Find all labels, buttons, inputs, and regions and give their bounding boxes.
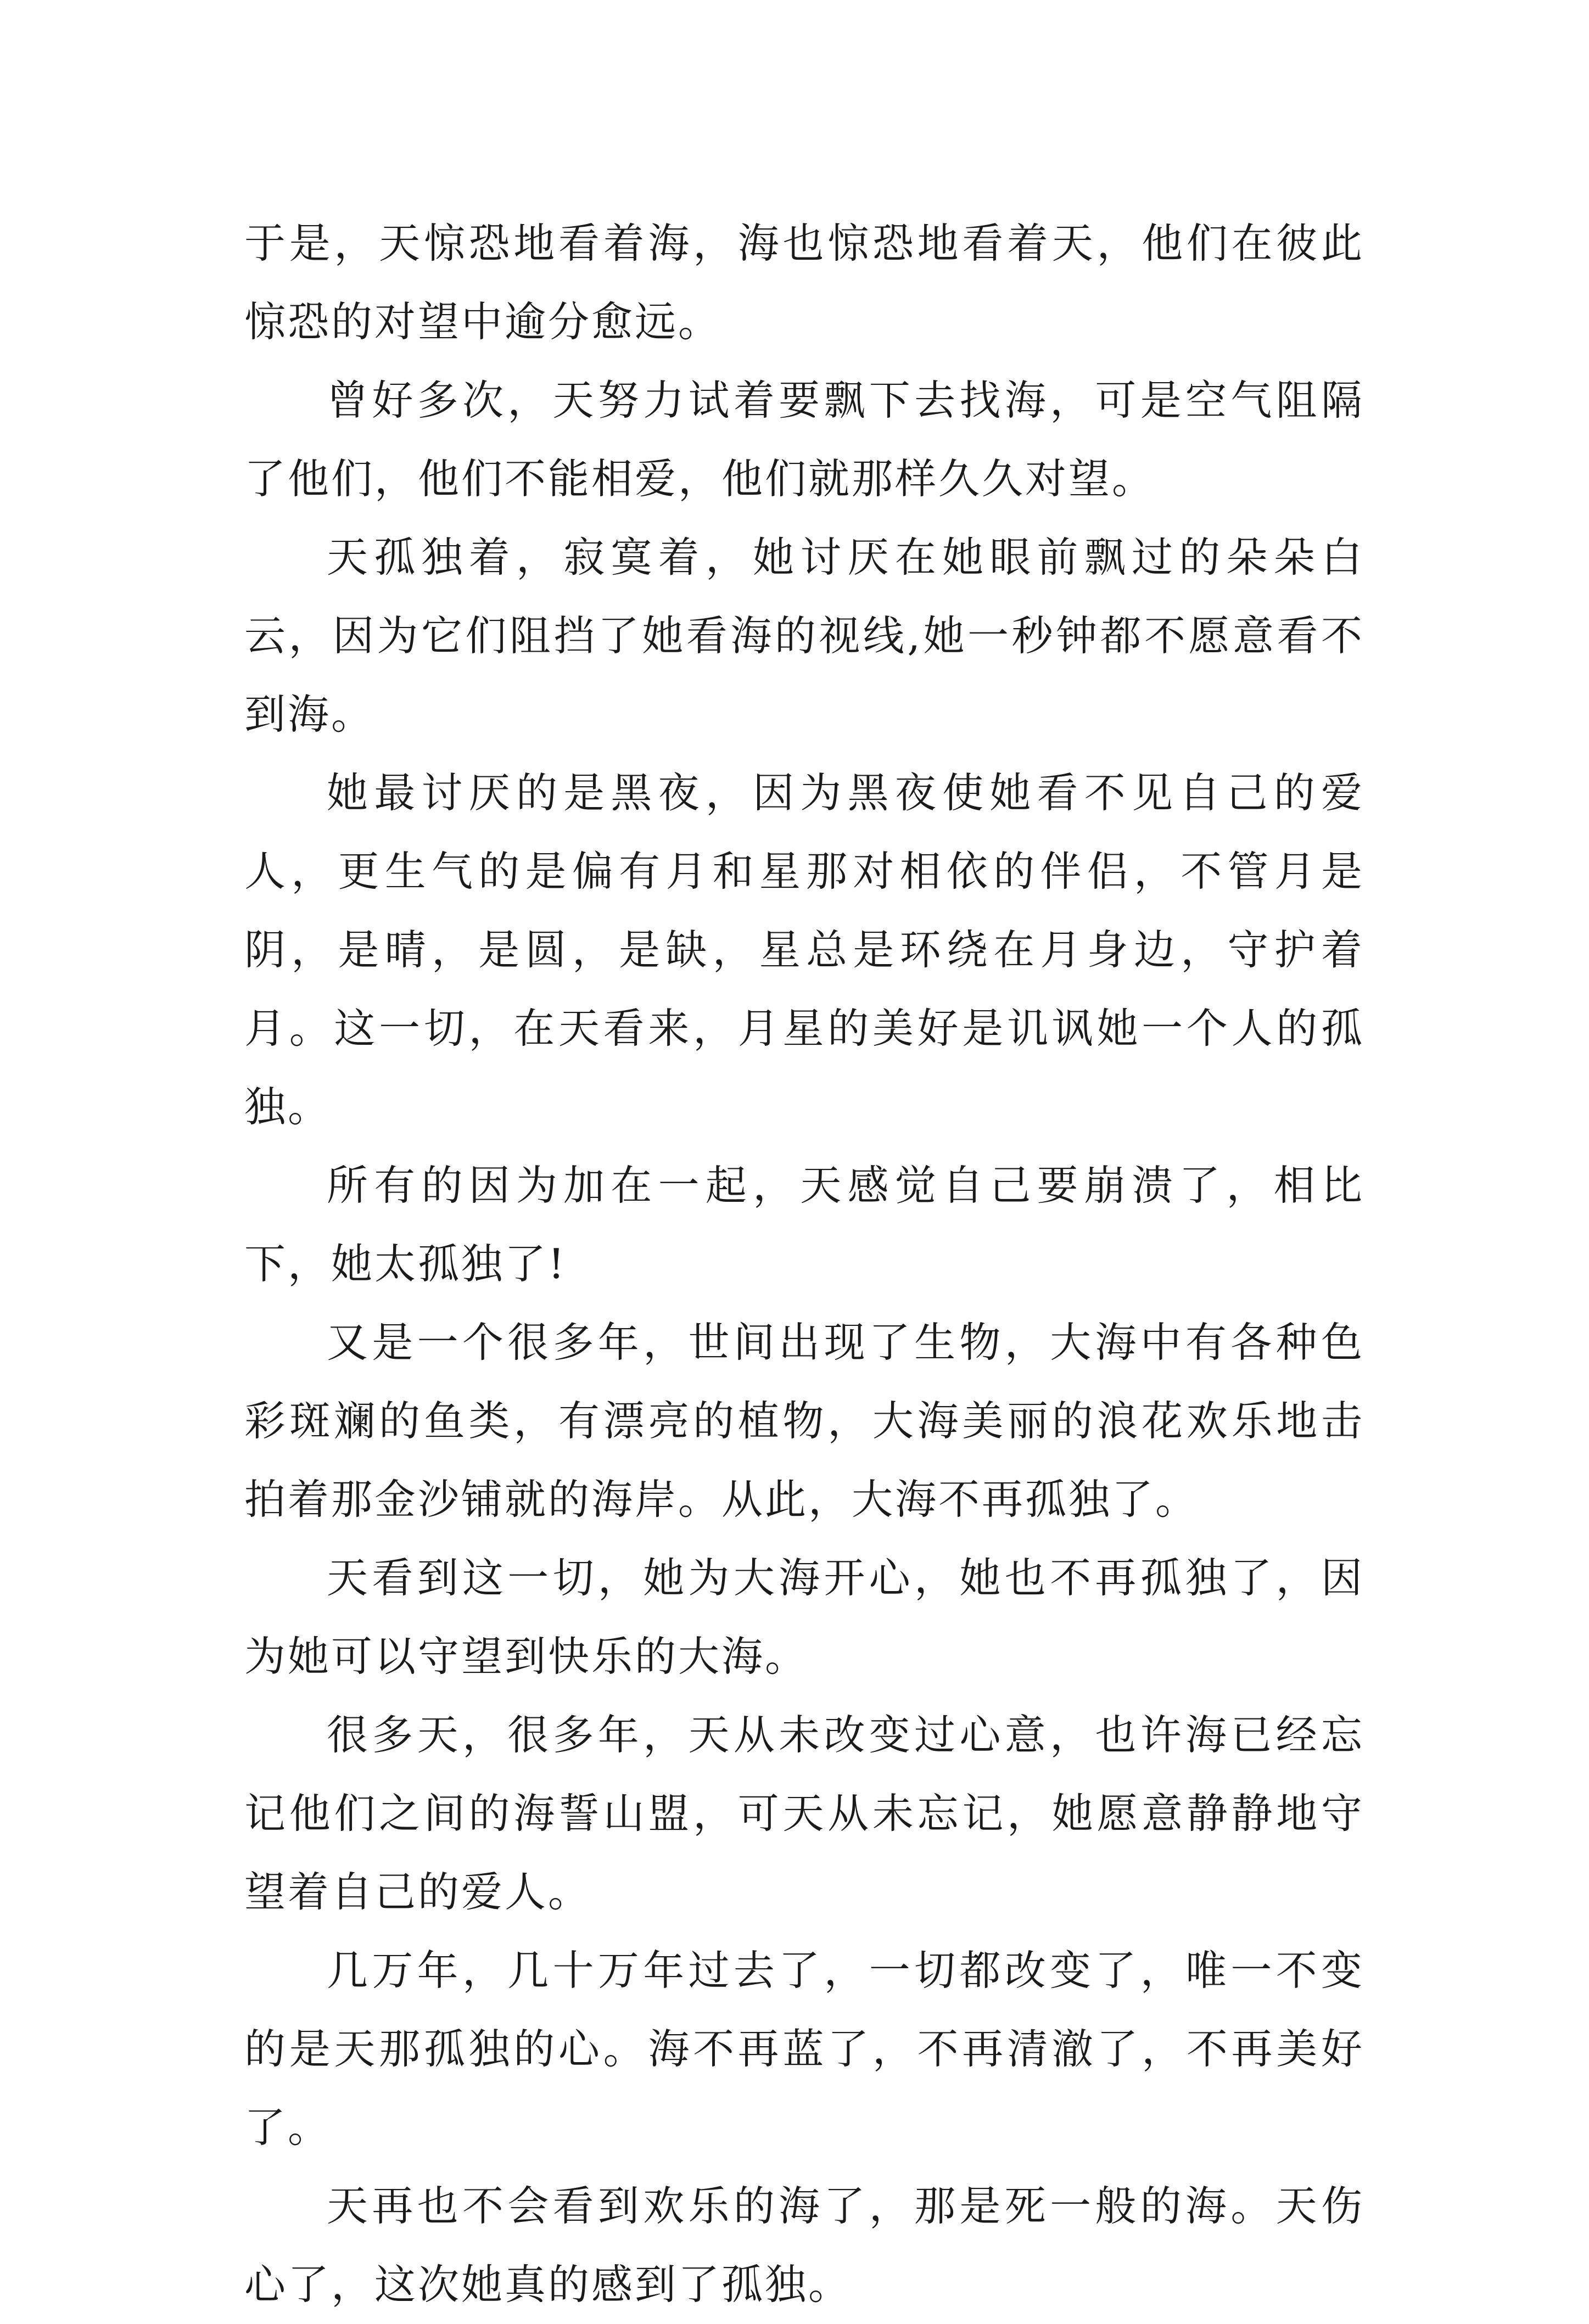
paragraph-6: 又是一个很多年，世间出现了生物，大海中有各种色彩斑斓的鱼类，有漂亮的植物，大海美丽的浪花欢乐地击拍着那金沙铺就的海岸。从此，大海不再孤独了。: [244, 1318, 1364, 1524]
paragraph-9: 几万年，几十万年过去了，一切都改变了，唯一不变的是天那孤独的心。海不再蓝了，不再清澈了，不再美好了。: [244, 1946, 1364, 2152]
document-body: [244, 204, 1364, 2324]
paragraph-7: 天看到这一切，她为大海开心，她也不再孤独了，因为她可以守望到快乐的大海。: [244, 1554, 1364, 1681]
paragraph-4: 她最讨厌的是黑夜，因为黑夜使她看不见自己的爱人，更生气的是偏有月和星那对相依的伴侣，不管月是阴，是晴，是圆，是缺，星总是环绕在月身边，守护着月。这一切，在天看来，月星的美好是讥讽她一个人的孤独。: [244, 769, 1364, 1131]
paragraph-2: 曾好多次，天努力试着要飘下去找海，可是空气阻隔了他们，他们不能相爱，他们就那样久久对望。: [244, 376, 1364, 503]
paragraph-8: 很多天，很多年，天从未改变过心意，也许海已经忘记他们之间的海誓山盟，可天从未忘记，她愿意静静地守望着自己的爱人。: [244, 1711, 1364, 1916]
paragraph-3: 天孤独着，寂寞着，她讨厌在她眼前飘过的朵朵白云，因为它们阻挡了她看海的视线,她一秒钟都不愿意看不到海。: [244, 533, 1364, 738]
paragraph-10: 天再也不会看到欢乐的海了，那是死一般的海。天伤心了，这次她真的感到了孤独。: [244, 2182, 1364, 2309]
paragraph-5: 所有的因为加在一起，天感觉自己要崩溃了，相比下，她太孤独了!: [244, 1161, 1364, 1288]
paragraph-1: 于是，天惊恐地看着海，海也惊恐地看着天，他们在彼此惊恐的对望中逾分愈远。: [244, 219, 1364, 346]
